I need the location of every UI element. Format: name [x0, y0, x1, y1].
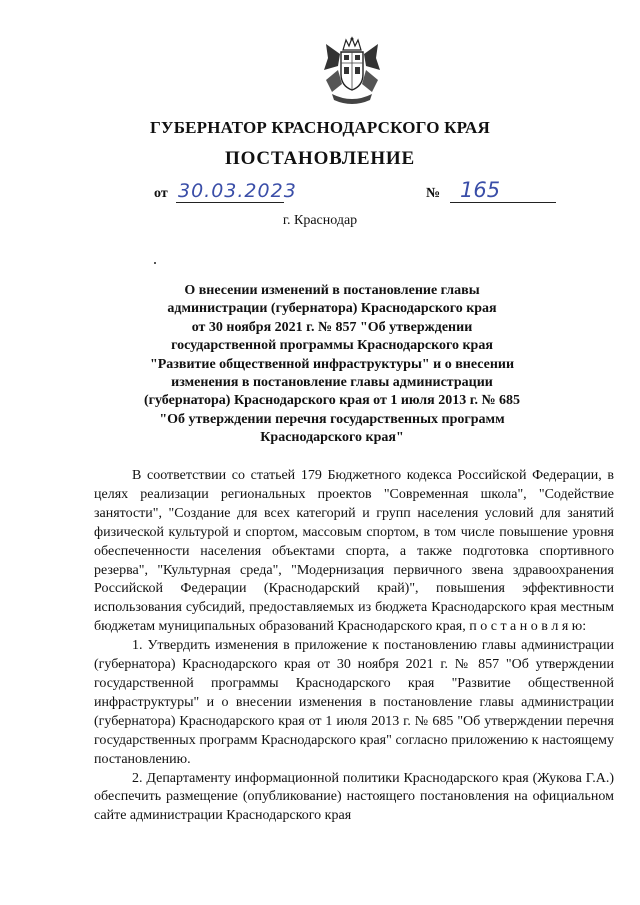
body-paragraph: 2. Департаменту информационной политики Краснодарского края (Жукова Г.А.) обеспечить размещение (опубликование) настоящего постановления на официальном сайте администрации Краснодарского края [94, 770, 614, 824]
subject-line: государственной программы Краснодарского края [171, 338, 493, 354]
document-type: ПОСТАНОВЛЕНИЕ [225, 148, 415, 169]
subject-line: от 30 ноября 2021 г. № 857 "Об утверждении [191, 319, 473, 335]
subject-line: (губернатора) Краснодарского края от 1 июля 2013 г. № 685 [143, 393, 521, 409]
date-underline [176, 202, 284, 203]
number-underline [450, 202, 556, 203]
subject-line: администрации (губернатора) Краснодарского края [167, 301, 497, 317]
document-body [94, 467, 614, 826]
subject-line: "Развитие общественной инфраструктуры" и о внесении [149, 356, 515, 372]
subject-line: изменения в постановление главы администрации [171, 375, 493, 391]
corner-mark [154, 262, 156, 264]
body-paragraph: В соответствии со статьей 179 Бюджетного кодекса Российской Федерации, в целях реализации региональных проектов "Современная школа", "Содействие занятости", "Создание для всех категорий и групп населения условий для занятий физической культурой и спортом, массовым спортом, в том числе повышение уровня обеспеченности населения объектами спорта, а также подготовка спортивного резерва", "Культурная среда", "Модернизация первичного звена здравоохранения Российской Федерации (Краснодарский край)", повышения эффективности использования субсидий, предоставляемых из бюджета Краснодарского края местным бюджетам муниципальных образований Краснодарского края, п о с т а н о в л я ю: [94, 468, 614, 635]
subject-line: О внесении изменений в постановление главы [184, 283, 480, 298]
date-prefix: от [154, 186, 168, 201]
document-subject [136, 282, 528, 448]
subject-line: Краснодарского края" [260, 430, 404, 446]
number-prefix: № [426, 186, 441, 201]
coat-of-arms-icon [322, 36, 382, 106]
subject-line: "Об утверждении перечня государственных программ [159, 411, 505, 427]
organization-title: ГУБЕРНАТОР КРАСНОДАРСКОГО КРАЯ [150, 118, 490, 137]
document-number: 165 [460, 178, 501, 202]
document-date: 30.03.2023 [178, 180, 297, 202]
date-number-row [154, 178, 564, 208]
city: г. Краснодар [282, 213, 358, 228]
body-paragraph: 1. Утвердить изменения в приложение к постановлению главы администрации (губернатора) Краснодарского края от 30 ноября 2021 г. № 857 "Об утверждении государственной программы Краснодарского края "Развитие общественной инфраструктуры" и о внесении изменения в постановление главы администрации (губернатора) Краснодарского края от 1 июля 2013 г. № 685 "Об утверждении перечня государственных программ Краснодарского края" согласно приложению к настоящему постановлению. [94, 638, 614, 767]
